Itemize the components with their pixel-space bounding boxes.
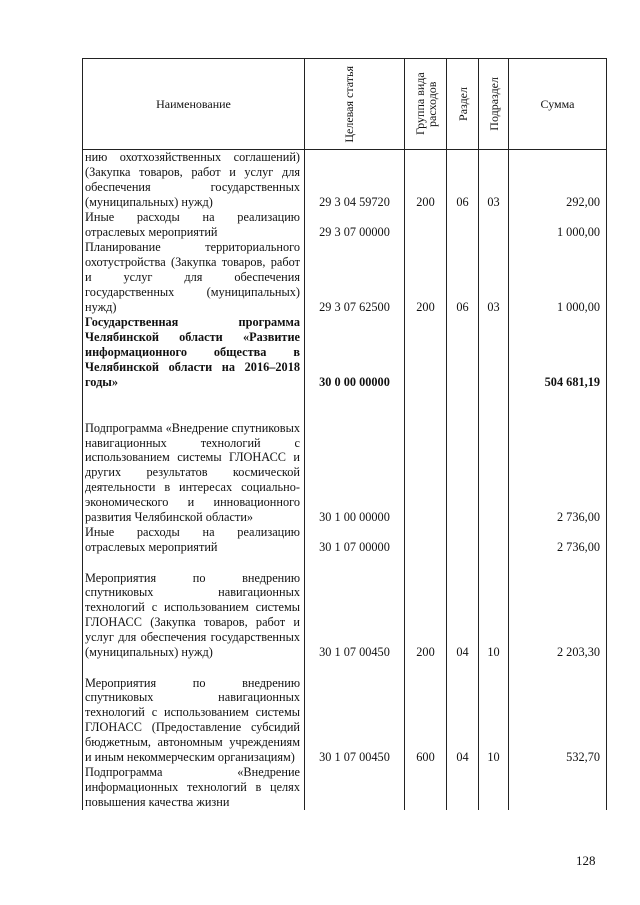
table-row <box>83 660 607 765</box>
row-subsection: 03 <box>479 240 509 315</box>
row-sum: 504 681,19 <box>509 315 607 390</box>
header-sum: Сумма <box>509 59 607 150</box>
row-target: 29 3 07 62500 <box>305 240 405 315</box>
row-subsection: 10 <box>479 660 509 765</box>
row-target: 29 3 04 59720 <box>305 150 405 211</box>
header-section: Раздел <box>447 59 479 150</box>
row-group: 200 <box>405 150 447 211</box>
header-target: Целевая статья <box>305 59 405 150</box>
row-group <box>405 390 447 525</box>
row-section <box>447 315 479 390</box>
row-sum: 2 736,00 <box>509 390 607 525</box>
row-target <box>305 765 405 810</box>
row-name: Мероприятия по внедрению спутниковых навигационных технологий с использованием системы ГЛОНАСС (Закупка товаров, работ и услуг для обеспечения государственных (муниципальных) нужд) <box>83 555 305 660</box>
table-row <box>83 555 607 660</box>
row-group <box>405 765 447 810</box>
row-group: 600 <box>405 660 447 765</box>
row-section <box>447 765 479 810</box>
row-sum: 2 203,30 <box>509 555 607 660</box>
row-name: Мероприятия по внедрению спутниковых навигационных технологий с использованием системы ГЛОНАСС (Предоставление субсидий бюджетным, автономным учреждениям и иным некоммерческим организациям) <box>83 660 305 765</box>
row-name: Подпрограмма «Внедрение спутниковых навигационных технологий с использованием системы ГЛОНАСС и других результатов космической деятельности в интересах социально-экономического и инновационного развития Челябинской области» <box>83 390 305 525</box>
row-sum: 1 000,00 <box>509 240 607 315</box>
row-subsection <box>479 390 509 525</box>
budget-table <box>82 58 607 810</box>
table-row <box>83 240 607 315</box>
table-row <box>83 150 607 211</box>
row-sum: 2 736,00 <box>509 525 607 555</box>
row-subsection <box>479 315 509 390</box>
row-name: Подпрограмма «Внедрение информационных технологий в целях повышения качества жизни <box>83 765 305 810</box>
row-sum: 292,00 <box>509 150 607 211</box>
row-section: 06 <box>447 150 479 211</box>
row-target: 30 1 00 00000 <box>305 390 405 525</box>
row-target: 30 1 07 00450 <box>305 660 405 765</box>
row-section <box>447 525 479 555</box>
row-name: Планирование территориального охотустройства (Закупка товаров, работ и услуг для обеспечения государственных (муниципальных) нужд) <box>83 240 305 315</box>
row-target: 30 1 07 00450 <box>305 555 405 660</box>
row-name: нию охотхозяйственных соглашений) (Закупка товаров, работ и услуг для обеспечения государственных (муниципальных) нужд) <box>83 150 305 211</box>
row-section <box>447 390 479 525</box>
row-name: Иные расходы на реализацию отраслевых мероприятий <box>83 210 305 240</box>
header-subsection: Подраздел <box>479 59 509 150</box>
table-row <box>83 765 607 810</box>
row-target: 30 0 00 00000 <box>305 315 405 390</box>
row-sum: 1 000,00 <box>509 210 607 240</box>
row-subsection: 10 <box>479 555 509 660</box>
table-header-row <box>83 59 607 150</box>
row-sum <box>509 765 607 810</box>
row-name: Государственная программа Челябинской области «Развитие информационного общества в Челябинской области на 2016–2018 годы» <box>83 315 305 390</box>
row-subsection <box>479 210 509 240</box>
table-row <box>83 210 607 240</box>
table-row <box>83 390 607 525</box>
row-subsection: 03 <box>479 150 509 211</box>
table-row <box>83 315 607 390</box>
row-subsection <box>479 525 509 555</box>
page-number: 128 <box>576 853 596 868</box>
row-group: 200 <box>405 555 447 660</box>
row-target: 30 1 07 00000 <box>305 525 405 555</box>
row-target: 29 3 07 00000 <box>305 210 405 240</box>
row-section: 04 <box>447 660 479 765</box>
table-row <box>83 525 607 555</box>
row-section <box>447 210 479 240</box>
row-group <box>405 210 447 240</box>
row-name: Иные расходы на реализацию отраслевых мероприятий <box>83 525 305 555</box>
row-group: 200 <box>405 240 447 315</box>
row-subsection <box>479 765 509 810</box>
row-group <box>405 315 447 390</box>
header-name: Наименование <box>83 59 305 150</box>
row-section: 06 <box>447 240 479 315</box>
row-group <box>405 525 447 555</box>
row-sum: 532,70 <box>509 660 607 765</box>
header-group: Группа вида расходов <box>405 59 447 150</box>
row-section: 04 <box>447 555 479 660</box>
